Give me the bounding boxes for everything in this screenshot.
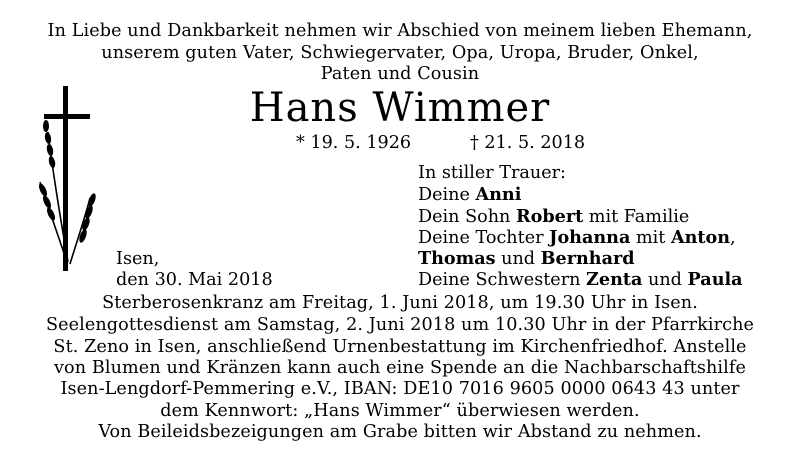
intro-line-1: In Liebe und Dankbarkeit nehmen wir Abschied von meinem lieben Ehemann, xyxy=(47,21,753,41)
mourner-line-3: Deine Tochter Johanna mit Anton, xyxy=(418,227,736,248)
notice-line-3: St. Zeno in Isen, anschließend Urnenbestattung im Kirchenfriedhof. Anstelle xyxy=(53,337,747,357)
mourners-heading: In stiller Trauer: xyxy=(418,163,566,183)
notice-line-5: Isen-Lengdorf-Pemmering e.V., IBAN: DE10 7016 9605 0000 0643 43 unter xyxy=(60,379,740,399)
deceased-name: Hans Wimmer xyxy=(249,85,551,131)
cross-with-wheat-icon xyxy=(34,86,109,271)
place-town: Isen, xyxy=(116,249,160,269)
mourner-line-5: Deine Schwestern Zenta und Paula xyxy=(418,269,743,290)
place-date: den 30. Mai 2018 xyxy=(116,270,273,290)
intro-line-2: unserem guten Vater, Schwiegervater, Opa, Uropa, Bruder, Onkel, xyxy=(101,43,699,63)
notice-line-1: Sterberosenkranz am Freitag, 1. Juni 2018, um 19.30 Uhr in Isen. xyxy=(102,293,698,313)
notice-line-7: Von Beileidsbezeigungen am Grabe bitten wir Abstand zu nehmen. xyxy=(98,422,702,442)
mourner-line-2: Dein Sohn Robert mit Familie xyxy=(418,206,690,227)
notice-line-4: von Blumen und Kränzen kann auch eine Spende an die Nachbarschaftshilfe xyxy=(53,358,747,378)
death-date: † 21. 5. 2018 xyxy=(470,133,586,153)
notice-line-6: dem Kennwort: „Hans Wimmer“ überwiesen werden. xyxy=(160,401,640,421)
birth-date: * 19. 5. 1926 xyxy=(296,133,412,153)
mourner-line-4: Thomas und Bernhard xyxy=(418,248,635,269)
intro-line-3: Paten und Cousin xyxy=(320,64,480,84)
mourner-line-1: Deine Anni xyxy=(418,184,522,205)
notice-line-2: Seelengottesdienst am Samstag, 2. Juni 2018 um 10.30 Uhr in der Pfarrkirche xyxy=(45,315,755,335)
